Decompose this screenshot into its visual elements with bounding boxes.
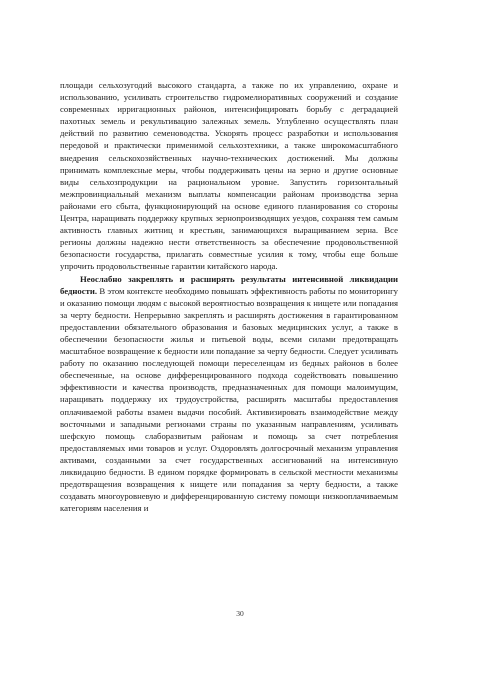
paragraph-text: В этом контексте необходимо повышать эффективность работы по мониторингу и оказанию помощи людям с высокой вероятностью возвращения к нищете или попадания за черту бедности. Непрерывно закреплять и расширять достижения в гарантированном предоставлении обязательного образования и базовых медицинских услуг, а также в обеспечении безопасности жилья и питьевой воды, всеми силами предотвращать масштабное возвращение к бедности или попадание за черту бедности. Следует усиливать работу по оказанию последующей помощи переселенцам из бедных районов в более обеспеченные, на основе дифференцированного подхода содействовать повышению эффективности и качества производств, предназначенных для помощи малоимущим, наращивать поддержку их трудоустройства, расширять масштабы предоставления оплачиваемой работы взамен выдачи пособий. Активизировать взаимодействие между восточными и западными регионами страны по указанным направлениям, усиливать шефскую помощь слаборазвитым районам и помощь за счет потребления предоставляемых ими товаров и услуг. Оздоровлять долгосрочный механизм управления активами, созданными за счет государственных ассигнований на интенсивную ликвидацию бедности. В едином порядке формировать в сельской местности механизмы предотвращения возвращения к нищете или попадания за черту бедности, а также создавать многоуровневую и дифференцированную систему помощи низкооплачиваемым категориям населения и: [60, 285, 398, 514]
paragraph-poverty: [60, 273, 398, 515]
paragraph-continued: площади сельхозугодий высокого стандарта, а также по их управлению, охране и использованию, усиливать строительство гидромелиоративных сооружений и создание современных ирригационных районов, интенсифицировать борьбу с деградацией пахотных земель и рекультивацию залежных земель. Углубленно осуществлять план действий по развитию семеноводства. Ускорять процесс разработки и использования передовой и практически применимой сельхозтехники, а также широкомасштабного внедрения сельскохозяйственных научно-технических достижений. Мы должны принимать комплексные меры, чтобы поддерживать цены на зерно и другие основные виды сельхозпродукции на рациональном уровне. Запустить горизонтальный межпровинциальный механизм выплаты компенсации районам производства зерна районами его сбыта, функционирующий на основе единого планирования со стороны Центра, наращивать поддержку крупных зернопроизводящих уездов, сохраняя тем самым активность главных житниц и крестьян, занимающихся выращиванием зерна. Все регионы должны надежно нести ответственность за обеспечение продовольственной безопасности государства, прилагать совместные усилия к тому, чтобы еще больше упрочить продовольственные гарантии китайского народа.: [60, 80, 398, 272]
page-number: 30: [236, 609, 244, 618]
body-text: [60, 79, 398, 514]
paragraph-bold-lead: Неослабно закреплять и расширять результаты интенсивной ликвидации бедности.: [60, 273, 398, 296]
